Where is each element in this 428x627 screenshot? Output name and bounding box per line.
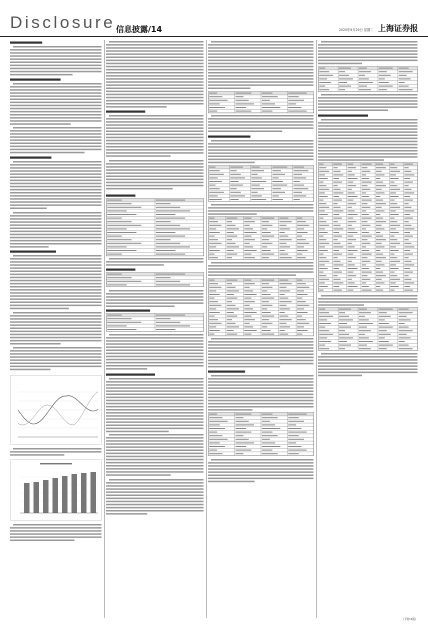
page-header: [0, 0, 428, 37]
bar-chart: [10, 459, 102, 521]
text-block: [208, 203, 314, 216]
column-divider: [104, 40, 105, 618]
text-block: [10, 254, 102, 311]
text-block: [208, 114, 314, 134]
bar: [24, 483, 30, 513]
text-block: [10, 160, 102, 211]
column-2: [106, 40, 204, 618]
text-block: [208, 139, 314, 165]
data-table: [106, 272, 204, 288]
bar: [62, 476, 68, 513]
text-block: [208, 374, 314, 412]
page-footer-note: (下转14版): [402, 618, 416, 621]
text-block: [208, 458, 314, 484]
text-block: [208, 261, 314, 278]
bar: [81, 473, 87, 513]
data-table: [208, 278, 314, 338]
bar: [34, 482, 40, 513]
series-line: [18, 392, 98, 425]
text-block: [106, 257, 204, 267]
bar: [53, 478, 59, 513]
column-4: [318, 40, 418, 618]
newspaper-name: 上海证券报: [378, 23, 418, 33]
text-block: [208, 40, 314, 91]
data-table: [208, 412, 314, 457]
column-3: [208, 40, 314, 618]
text-block: [10, 82, 102, 126]
line-chart: [10, 375, 102, 445]
text-block: [10, 45, 102, 77]
text-block: [10, 346, 102, 372]
text-block: [106, 333, 204, 371]
text-block: [106, 377, 204, 434]
data-table: [208, 216, 314, 261]
column-1: [10, 40, 102, 618]
text-block: [106, 40, 204, 109]
data-table: [208, 165, 314, 203]
text-block: [208, 337, 314, 369]
issue-date: 2020年9月29日 星期二: [339, 28, 374, 32]
text-block: [318, 118, 418, 162]
text-block: [106, 478, 204, 516]
text-block: [318, 40, 418, 66]
bar: [91, 472, 97, 513]
text-block: [106, 433, 204, 477]
data-table: [318, 162, 418, 294]
text-block: [10, 126, 102, 155]
text-block: [10, 311, 102, 346]
data-table: [106, 198, 204, 258]
text-block: [318, 294, 418, 307]
text-block: [10, 447, 102, 457]
text-block: [106, 159, 204, 191]
column-divider: [316, 40, 317, 618]
data-table: [208, 91, 314, 115]
data-table: [318, 66, 418, 93]
text-block: [10, 211, 102, 249]
text-block: [318, 93, 418, 113]
data-table: [318, 307, 418, 352]
bar: [72, 474, 78, 513]
bar: [43, 480, 49, 513]
text-block: [318, 352, 418, 378]
column-divider: [206, 40, 207, 618]
text-block: [106, 289, 204, 309]
masthead: Disclosure: [10, 13, 116, 32]
data-table: [106, 313, 204, 333]
text-block: [10, 523, 102, 543]
section-title: 信息披露/14: [116, 25, 163, 34]
text-block: [106, 114, 204, 158]
